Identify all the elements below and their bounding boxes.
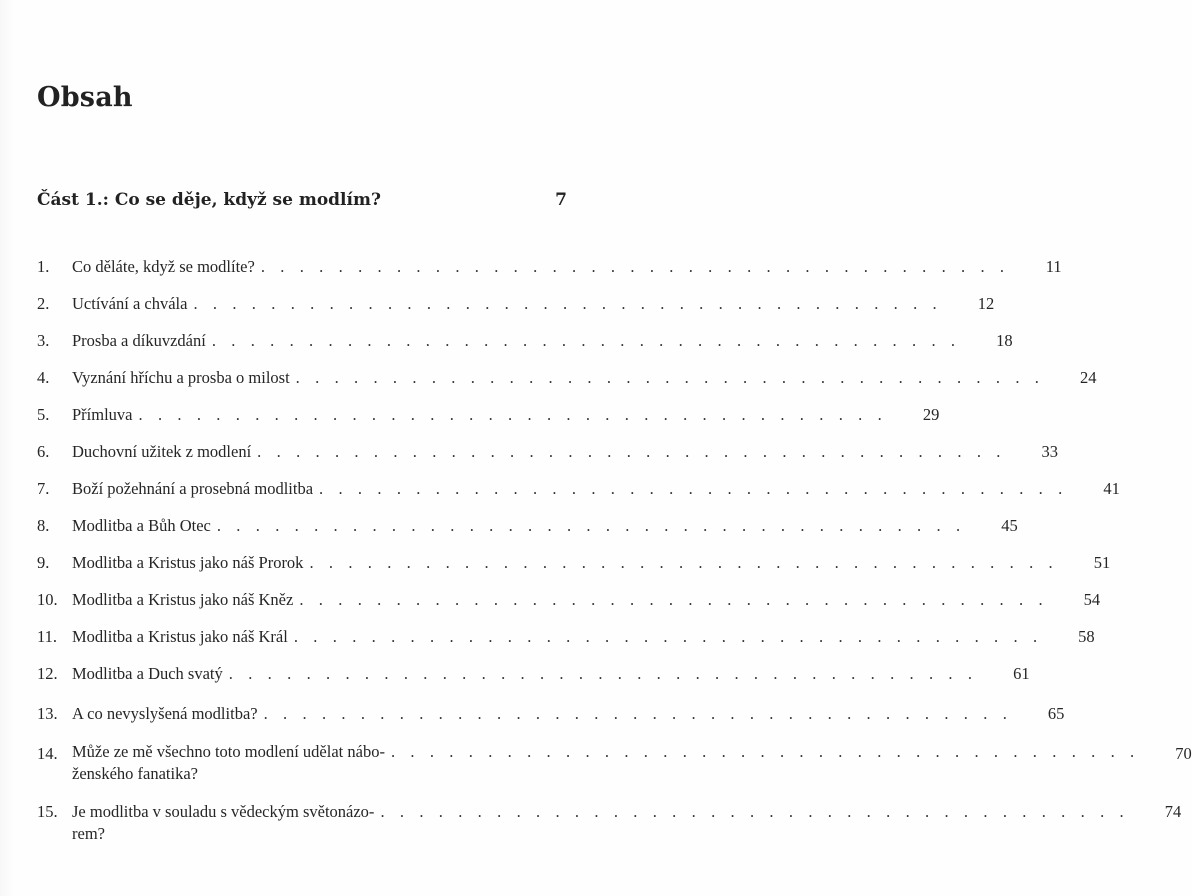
toc-entry-page: 61	[1013, 664, 1030, 683]
toc-entry-1[interactable]	[37, 241, 1062, 278]
toc-entry-page: 74	[1164, 802, 1182, 821]
toc-entry-number: 7.	[37, 479, 50, 498]
part-heading-label: Část 1.: Co se děje, když se modlím?	[37, 190, 381, 210]
toc-entry-title: Modlitba a Bůh Otec	[72, 516, 211, 535]
dot-leader: . . . . . . . . . . . . . . . . . . . . . . . . . . . . . . . . . . . . . . .	[309, 553, 1059, 572]
dot-leader: . . . . . . . . . . . . . . . . . . . . . . . . . . . . . . . . . . . . . . .	[295, 368, 1045, 387]
toc-entry-number: 12.	[37, 664, 58, 683]
toc-entry-page: 11	[1045, 257, 1062, 276]
toc-entry-title: Uctívání a chvála	[72, 294, 188, 313]
toc-entry-7[interactable]	[37, 463, 1120, 500]
toc-entry-number: 14.	[37, 744, 58, 763]
toc-entry-number: 1.	[37, 257, 50, 276]
dot-leader: . . . . . . . . . . . . . . . . . . . . . . . . . . . . . . . . . . . . . . .	[390, 742, 1140, 761]
toc-entry-number: 15.	[37, 802, 58, 821]
toc-entry-6[interactable]	[37, 426, 1058, 463]
toc-entry-title: Modlitba a Kristus jako náš Prorok	[72, 553, 304, 572]
toc-entry-3[interactable]	[37, 315, 1013, 352]
toc-entry-number: 6.	[37, 442, 50, 461]
toc-entry-title: Prosba a díkuvzdání	[72, 331, 206, 350]
toc-entry-number: 13.	[37, 704, 58, 723]
toc-entry-page: 18	[996, 331, 1013, 350]
toc-entry-page: 54	[1083, 590, 1101, 609]
toc-entry-11[interactable]	[37, 611, 1095, 648]
toc-entry-8[interactable]	[37, 500, 1018, 537]
toc-entry-page: 33	[1041, 442, 1058, 461]
dot-leader: . . . . . . . . . . . . . . . . . . . . . . . . . . . . . . . . . . . . . . .	[319, 479, 1068, 498]
toc-entry-page: 24	[1080, 368, 1097, 387]
toc-entry-13[interactable]	[37, 685, 1065, 725]
toc-entry-number: 2.	[37, 294, 50, 313]
dot-leader: . . . . . . . . . . . . . . . . . . . . . . . . . . . . . . . . . . . . . . .	[211, 331, 961, 350]
toc-entry-page: 58	[1078, 627, 1095, 646]
toc-entry-10[interactable]	[37, 574, 1101, 611]
toc-entry-title: Duchovní užitek z modlení	[72, 442, 252, 461]
dot-leader: . . . . . . . . . . . . . . . . . . . . . . . . . . . . . . . . . . . . . . .	[293, 627, 1043, 646]
dot-leader: . . . . . . . . . . . . . . . . . . . . . . . . . . . . . . . . . . . . . . .	[380, 802, 1130, 821]
dot-leader: . . . . . . . . . . . . . . . . . . . . . . . . . . . . . . . . . . . . . . .	[138, 405, 888, 424]
table-of-contents	[37, 241, 1192, 845]
toc-entry-number: 9.	[37, 553, 50, 572]
toc-entry-number: 3.	[37, 331, 50, 350]
dot-leader: . . . . . . . . . . . . . . . . . . . . . . . . . . . . . . . . . . . . . . .	[299, 590, 1049, 609]
toc-entry-title: Modlitba a Kristus jako náš Král	[72, 627, 288, 646]
dot-leader: . . . . . . . . . . . . . . . . . . . . . . . . . . . . . . . . . . . . . . .	[263, 704, 1013, 723]
toc-entry-page: 51	[1093, 553, 1111, 572]
toc-entry-page: 65	[1047, 704, 1065, 723]
dot-leader: . . . . . . . . . . . . . . . . . . . . . . . . . . . . . . . . . . . . . . .	[228, 664, 978, 683]
toc-entry-title: Modlitba a Duch svatý	[72, 664, 223, 683]
toc-entry-title: Boží požehnání a prosebná modlitba	[72, 479, 314, 498]
toc-entry-page: 70	[1175, 744, 1192, 763]
toc-entry-page: 12	[977, 294, 995, 313]
toc-entry-title: Přímluva	[72, 405, 133, 424]
toc-entry-number: 11.	[37, 627, 58, 646]
toc-entry-page: 45	[1001, 516, 1018, 535]
dot-leader: . . . . . . . . . . . . . . . . . . . . . . . . . . . . . . . . . . . . . . .	[216, 516, 966, 535]
page-title: Obsah	[37, 82, 133, 113]
toc-entry-title-line2: ženského fanatika?	[72, 764, 198, 783]
toc-entry-title-line2: rem?	[72, 824, 105, 843]
toc-entry-page: 29	[922, 405, 940, 424]
toc-entry-title: Modlitba a Kristus jako náš Kněz	[72, 590, 294, 609]
toc-entry-number: 10.	[37, 590, 58, 609]
toc-entry-5[interactable]	[37, 389, 940, 426]
dot-leader: . . . . . . . . . . . . . . . . . . . . . . . . . . . . . . . . . . . . . . .	[260, 257, 1010, 276]
toc-entry-4[interactable]	[37, 352, 1097, 389]
toc-entry-number: 4.	[37, 368, 50, 387]
toc-entry-title: Co děláte, když se modlíte?	[72, 257, 255, 276]
toc-entry-title: Vyznání hříchu a prosba o milost	[72, 368, 290, 387]
toc-entry-page: 41	[1103, 479, 1120, 498]
toc-entry-14[interactable]	[37, 725, 1192, 785]
dot-leader: . . . . . . . . . . . . . . . . . . . . . . . . . . . . . . . . . . . . . . .	[193, 294, 943, 313]
toc-entry-title: A co nevyslyšená modlitba?	[72, 704, 258, 723]
toc-entry-2[interactable]	[37, 278, 995, 315]
toc-entry-12[interactable]	[37, 648, 1030, 685]
toc-entry-number: 5.	[37, 405, 50, 424]
toc-entry-title-line1: Je modlitba v souladu s vědeckým světonázo-	[72, 802, 375, 821]
part-heading-page: 7	[555, 190, 567, 210]
toc-entry-title-line1: Může ze mě všechno toto modlení udělat nábo-	[72, 742, 385, 761]
dot-leader: . . . . . . . . . . . . . . . . . . . . . . . . . . . . . . . . . . . . . . .	[257, 442, 1006, 461]
toc-entry-number: 8.	[37, 516, 50, 535]
part-heading[interactable]	[37, 190, 567, 210]
toc-entry-15[interactable]	[37, 785, 1182, 845]
toc-entry-9[interactable]	[37, 537, 1111, 574]
